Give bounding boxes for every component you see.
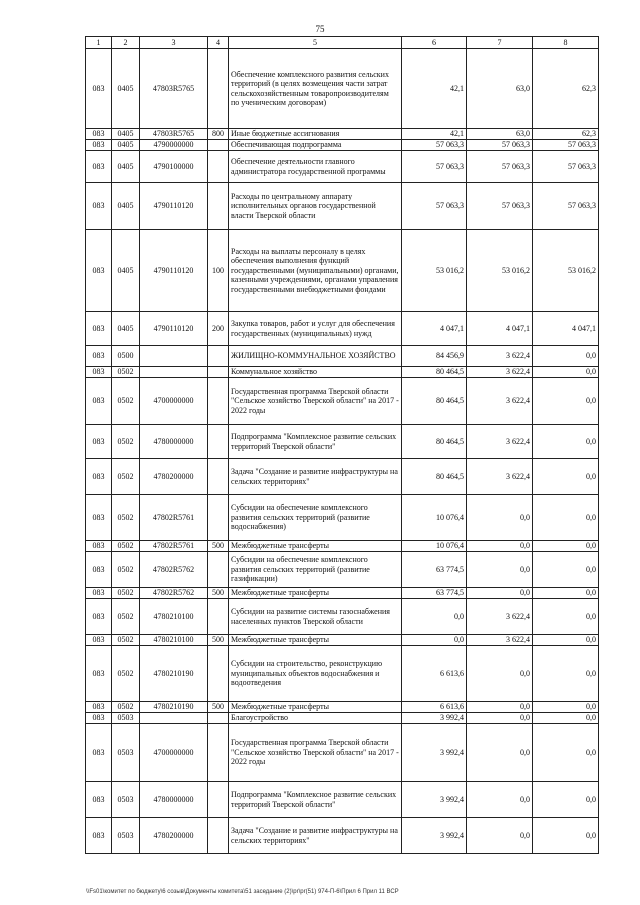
admin-code-cell: 083 xyxy=(86,818,112,854)
column-header: 8 xyxy=(533,37,599,49)
section-code-cell: 0503 xyxy=(112,782,140,818)
item-name-cell: Подпрограмма "Комплексное развитие сельских территорий Тверской области" xyxy=(229,425,402,459)
amount-cell-col7: 3 622,4 xyxy=(467,459,533,495)
section-code-cell: 0502 xyxy=(112,702,140,713)
amount-cell-col8: 0,0 xyxy=(533,541,599,552)
section-code-cell: 0502 xyxy=(112,495,140,541)
amount-cell-col8: 0,0 xyxy=(533,346,599,367)
section-code-cell: 0503 xyxy=(112,713,140,724)
item-name-cell: Подпрограмма "Комплексное развитие сельских территорий Тверской области" xyxy=(229,782,402,818)
amount-cell-col7: 3 622,4 xyxy=(467,599,533,635)
section-code-cell: 0500 xyxy=(112,346,140,367)
amount-cell-col6: 3 992,4 xyxy=(402,782,467,818)
section-code-cell: 0502 xyxy=(112,459,140,495)
amount-cell-col7: 63,0 xyxy=(467,49,533,129)
column-header: 6 xyxy=(402,37,467,49)
target-article-cell: 4780000000 xyxy=(140,782,208,818)
amount-cell-col8: 0,0 xyxy=(533,635,599,646)
amount-cell-col7: 63,0 xyxy=(467,129,533,140)
table-row xyxy=(86,588,599,599)
target-article-cell: 4780210100 xyxy=(140,635,208,646)
item-name-cell: Межбюджетные трансферты xyxy=(229,588,402,599)
expense-type-cell: 100 xyxy=(208,230,229,312)
section-code-cell: 0502 xyxy=(112,425,140,459)
column-header: 1 xyxy=(86,37,112,49)
amount-cell-col6: 6 613,6 xyxy=(402,646,467,702)
section-code-cell: 0502 xyxy=(112,541,140,552)
item-name-cell: Коммунальное хозяйство xyxy=(229,367,402,378)
amount-cell-col6: 84 456,9 xyxy=(402,346,467,367)
amount-cell-col7: 0,0 xyxy=(467,713,533,724)
target-article-cell: 47802R5762 xyxy=(140,588,208,599)
section-code-cell: 0405 xyxy=(112,151,140,183)
item-name-cell: Субсидии на строительство, реконструкцию муниципальных объектов водоснабжения и водоотведения xyxy=(229,646,402,702)
amount-cell-col6: 0,0 xyxy=(402,635,467,646)
item-name-cell: Обеспечивающая подпрограмма xyxy=(229,140,402,151)
amount-cell-col8: 0,0 xyxy=(533,495,599,541)
table-row xyxy=(86,346,599,367)
item-name-cell: Субсидии на обеспечение комплексного развития сельских территорий (развитие водоснабжения) xyxy=(229,495,402,541)
amount-cell-col8: 0,0 xyxy=(533,552,599,588)
table-row xyxy=(86,183,599,230)
admin-code-cell: 083 xyxy=(86,646,112,702)
amount-cell-col6: 80 464,5 xyxy=(402,367,467,378)
admin-code-cell: 083 xyxy=(86,129,112,140)
section-code-cell: 0405 xyxy=(112,183,140,230)
admin-code-cell: 083 xyxy=(86,588,112,599)
admin-code-cell: 083 xyxy=(86,713,112,724)
admin-code-cell: 083 xyxy=(86,635,112,646)
amount-cell-col8: 53 016,2 xyxy=(533,230,599,312)
expense-type-cell xyxy=(208,49,229,129)
target-article-cell: 4780210190 xyxy=(140,702,208,713)
amount-cell-col6: 3 992,4 xyxy=(402,818,467,854)
amount-cell-col6: 4 047,1 xyxy=(402,312,467,346)
amount-cell-col7: 3 622,4 xyxy=(467,367,533,378)
column-header: 4 xyxy=(208,37,229,49)
expense-type-cell xyxy=(208,818,229,854)
amount-cell-col7: 57 063,3 xyxy=(467,151,533,183)
expense-type-cell: 500 xyxy=(208,541,229,552)
amount-cell-col8: 0,0 xyxy=(533,425,599,459)
amount-cell-col7: 3 622,4 xyxy=(467,425,533,459)
expense-type-cell: 500 xyxy=(208,635,229,646)
amount-cell-col6: 3 992,4 xyxy=(402,713,467,724)
amount-cell-col8: 0,0 xyxy=(533,378,599,425)
table-row xyxy=(86,459,599,495)
column-header: 7 xyxy=(467,37,533,49)
item-name-cell: Субсидии на обеспечение комплексного развития сельских территорий (развитие газификации) xyxy=(229,552,402,588)
amount-cell-col7: 3 622,4 xyxy=(467,378,533,425)
amount-cell-col6: 10 076,4 xyxy=(402,541,467,552)
file-path-footer: \\Fs01\комитет по бюджету\6 созыв\Документы комитета\51 заседание (2)\pr\pr(51) 974-П-6\Прил 6 Прил 11 ВСР xyxy=(86,889,399,895)
section-code-cell: 0405 xyxy=(112,230,140,312)
table-row xyxy=(86,378,599,425)
expense-type-cell: 500 xyxy=(208,702,229,713)
target-article-cell: 4780210190 xyxy=(140,646,208,702)
target-article-cell xyxy=(140,367,208,378)
amount-cell-col6: 57 063,3 xyxy=(402,183,467,230)
table-row xyxy=(86,635,599,646)
amount-cell-col8: 4 047,1 xyxy=(533,312,599,346)
item-name-cell: Межбюджетные трансферты xyxy=(229,541,402,552)
amount-cell-col8: 0,0 xyxy=(533,782,599,818)
table-row xyxy=(86,646,599,702)
section-code-cell: 0502 xyxy=(112,378,140,425)
expense-type-cell xyxy=(208,724,229,782)
item-name-cell: Расходы по центральному аппарату исполнительных органов государственной власти Тверской области xyxy=(229,183,402,230)
section-code-cell: 0502 xyxy=(112,367,140,378)
amount-cell-col8: 57 063,3 xyxy=(533,140,599,151)
expense-type-cell xyxy=(208,425,229,459)
item-name-cell: Задача "Создание и развитие инфраструктуры на сельских территориях" xyxy=(229,818,402,854)
item-name-cell: Субсидии на развитие системы газоснабжения населенных пунктов Тверской области xyxy=(229,599,402,635)
item-name-cell: Закупка товаров, работ и услуг для обеспечения государственных (муниципальных) нужд xyxy=(229,312,402,346)
item-name-cell: ЖИЛИЩНО-КОММУНАЛЬНОЕ ХОЗЯЙСТВО xyxy=(229,346,402,367)
amount-cell-col6: 63 774,5 xyxy=(402,588,467,599)
target-article-cell xyxy=(140,713,208,724)
amount-cell-col7: 3 622,4 xyxy=(467,635,533,646)
item-name-cell: Расходы на выплаты персоналу в целях обеспечения выполнения функций государственными (муниципальными) органами, казенными учреждениями, органами управления государственными внебюджетными фондами xyxy=(229,230,402,312)
admin-code-cell: 083 xyxy=(86,49,112,129)
expense-type-cell: 200 xyxy=(208,312,229,346)
target-article-cell: 47802R5761 xyxy=(140,495,208,541)
amount-cell-col7: 0,0 xyxy=(467,588,533,599)
admin-code-cell: 083 xyxy=(86,599,112,635)
section-code-cell: 0405 xyxy=(112,140,140,151)
admin-code-cell: 083 xyxy=(86,230,112,312)
admin-code-cell: 083 xyxy=(86,140,112,151)
admin-code-cell: 083 xyxy=(86,541,112,552)
item-name-cell: Межбюджетные трансферты xyxy=(229,635,402,646)
amount-cell-col8: 57 063,3 xyxy=(533,151,599,183)
amount-cell-col8: 0,0 xyxy=(533,588,599,599)
target-article-cell: 47802R5762 xyxy=(140,552,208,588)
amount-cell-col8: 0,0 xyxy=(533,713,599,724)
expense-type-cell xyxy=(208,367,229,378)
expense-type-cell xyxy=(208,646,229,702)
item-name-cell: Иные бюджетные ассигнования xyxy=(229,129,402,140)
expense-type-cell xyxy=(208,459,229,495)
admin-code-cell: 083 xyxy=(86,724,112,782)
section-code-cell: 0502 xyxy=(112,552,140,588)
amount-cell-col8: 0,0 xyxy=(533,367,599,378)
amount-cell-col7: 0,0 xyxy=(467,646,533,702)
table-row xyxy=(86,541,599,552)
column-header: 3 xyxy=(140,37,208,49)
section-code-cell: 0502 xyxy=(112,646,140,702)
admin-code-cell: 083 xyxy=(86,151,112,183)
admin-code-cell: 083 xyxy=(86,183,112,230)
amount-cell-col7: 57 063,3 xyxy=(467,140,533,151)
amount-cell-col7: 0,0 xyxy=(467,552,533,588)
expense-type-cell xyxy=(208,183,229,230)
target-article-cell xyxy=(140,346,208,367)
page-number: 75 xyxy=(315,24,325,34)
table-row xyxy=(86,312,599,346)
expense-type-cell xyxy=(208,495,229,541)
admin-code-cell: 083 xyxy=(86,459,112,495)
table-row xyxy=(86,495,599,541)
amount-cell-col6: 3 992,4 xyxy=(402,724,467,782)
target-article-cell: 4700000000 xyxy=(140,724,208,782)
expense-type-cell xyxy=(208,599,229,635)
target-article-cell: 47803R5765 xyxy=(140,129,208,140)
amount-cell-col6: 80 464,5 xyxy=(402,425,467,459)
amount-cell-col7: 4 047,1 xyxy=(467,312,533,346)
admin-code-cell: 083 xyxy=(86,782,112,818)
expense-type-cell xyxy=(208,713,229,724)
amount-cell-col6: 80 464,5 xyxy=(402,459,467,495)
table-row xyxy=(86,782,599,818)
target-article-cell: 4780200000 xyxy=(140,818,208,854)
amount-cell-col6: 10 076,4 xyxy=(402,495,467,541)
admin-code-cell: 083 xyxy=(86,346,112,367)
target-article-cell: 4790000000 xyxy=(140,140,208,151)
table-row xyxy=(86,702,599,713)
admin-code-cell: 083 xyxy=(86,552,112,588)
amount-cell-col7: 53 016,2 xyxy=(467,230,533,312)
target-article-cell: 4790110120 xyxy=(140,230,208,312)
table-row xyxy=(86,367,599,378)
amount-cell-col6: 42,1 xyxy=(402,129,467,140)
amount-cell-col7: 0,0 xyxy=(467,782,533,818)
budget-table xyxy=(85,36,599,854)
target-article-cell: 4790110120 xyxy=(140,312,208,346)
admin-code-cell: 083 xyxy=(86,495,112,541)
table-row xyxy=(86,818,599,854)
section-code-cell: 0502 xyxy=(112,635,140,646)
target-article-cell: 4790100000 xyxy=(140,151,208,183)
target-article-cell: 47802R5761 xyxy=(140,541,208,552)
target-article-cell: 4790110120 xyxy=(140,183,208,230)
amount-cell-col6: 6 613,6 xyxy=(402,702,467,713)
table-row xyxy=(86,140,599,151)
amount-cell-col7: 0,0 xyxy=(467,702,533,713)
amount-cell-col8: 0,0 xyxy=(533,818,599,854)
amount-cell-col6: 80 464,5 xyxy=(402,378,467,425)
admin-code-cell: 083 xyxy=(86,367,112,378)
section-code-cell: 0405 xyxy=(112,312,140,346)
table-row xyxy=(86,552,599,588)
item-name-cell: Задача "Создание и развитие инфраструктуры на сельских территориях" xyxy=(229,459,402,495)
amount-cell-col7: 0,0 xyxy=(467,724,533,782)
admin-code-cell: 083 xyxy=(86,312,112,346)
amount-cell-col6: 63 774,5 xyxy=(402,552,467,588)
table-row xyxy=(86,713,599,724)
item-name-cell: Государственная программа Тверской области "Сельское хозяйство Тверской области" на 2017 - 2022 годы xyxy=(229,378,402,425)
table-row xyxy=(86,599,599,635)
amount-cell-col7: 0,0 xyxy=(467,495,533,541)
amount-cell-col7: 0,0 xyxy=(467,818,533,854)
amount-cell-col6: 53 016,2 xyxy=(402,230,467,312)
expense-type-cell: 800 xyxy=(208,129,229,140)
expense-type-cell xyxy=(208,782,229,818)
amount-cell-col7: 3 622,4 xyxy=(467,346,533,367)
target-article-cell: 4780000000 xyxy=(140,425,208,459)
section-code-cell: 0503 xyxy=(112,818,140,854)
amount-cell-col7: 57 063,3 xyxy=(467,183,533,230)
expense-type-cell: 500 xyxy=(208,588,229,599)
section-code-cell: 0502 xyxy=(112,599,140,635)
expense-type-cell xyxy=(208,151,229,183)
amount-cell-col8: 62,3 xyxy=(533,129,599,140)
amount-cell-col6: 57 063,3 xyxy=(402,151,467,183)
table-row xyxy=(86,425,599,459)
target-article-cell: 4780200000 xyxy=(140,459,208,495)
table-row xyxy=(86,230,599,312)
expense-type-cell xyxy=(208,140,229,151)
table-row xyxy=(86,724,599,782)
target-article-cell: 4700000000 xyxy=(140,378,208,425)
amount-cell-col8: 0,0 xyxy=(533,724,599,782)
amount-cell-col8: 0,0 xyxy=(533,599,599,635)
amount-cell-col8: 0,0 xyxy=(533,459,599,495)
target-article-cell: 4780210100 xyxy=(140,599,208,635)
admin-code-cell: 083 xyxy=(86,425,112,459)
item-name-cell: Государственная программа Тверской области "Сельское хозяйство Тверской области" на 2017 - 2022 годы xyxy=(229,724,402,782)
amount-cell-col7: 0,0 xyxy=(467,541,533,552)
item-name-cell: Межбюджетные трансферты xyxy=(229,702,402,713)
column-header-row xyxy=(86,37,599,49)
amount-cell-col8: 57 063,3 xyxy=(533,183,599,230)
amount-cell-col8: 0,0 xyxy=(533,702,599,713)
amount-cell-col6: 42,1 xyxy=(402,49,467,129)
column-header: 2 xyxy=(112,37,140,49)
item-name-cell: Обеспечение комплексного развития сельских территорий (в целях возмещения части затрат сельскохозяйственным товаропроизводителям по ученическим договорам) xyxy=(229,49,402,129)
table-row xyxy=(86,151,599,183)
table-row xyxy=(86,129,599,140)
table-row xyxy=(86,49,599,129)
section-code-cell: 0503 xyxy=(112,724,140,782)
section-code-cell: 0502 xyxy=(112,588,140,599)
amount-cell-col6: 57 063,3 xyxy=(402,140,467,151)
column-header: 5 xyxy=(229,37,402,49)
section-code-cell: 0405 xyxy=(112,49,140,129)
amount-cell-col8: 62,3 xyxy=(533,49,599,129)
item-name-cell: Благоустройство xyxy=(229,713,402,724)
section-code-cell: 0405 xyxy=(112,129,140,140)
amount-cell-col6: 0,0 xyxy=(402,599,467,635)
admin-code-cell: 083 xyxy=(86,378,112,425)
expense-type-cell xyxy=(208,346,229,367)
amount-cell-col8: 0,0 xyxy=(533,646,599,702)
admin-code-cell: 083 xyxy=(86,702,112,713)
item-name-cell: Обеспечение деятельности главного администратора государственной программы xyxy=(229,151,402,183)
expense-type-cell xyxy=(208,378,229,425)
expense-type-cell xyxy=(208,552,229,588)
target-article-cell: 47803R5765 xyxy=(140,49,208,129)
